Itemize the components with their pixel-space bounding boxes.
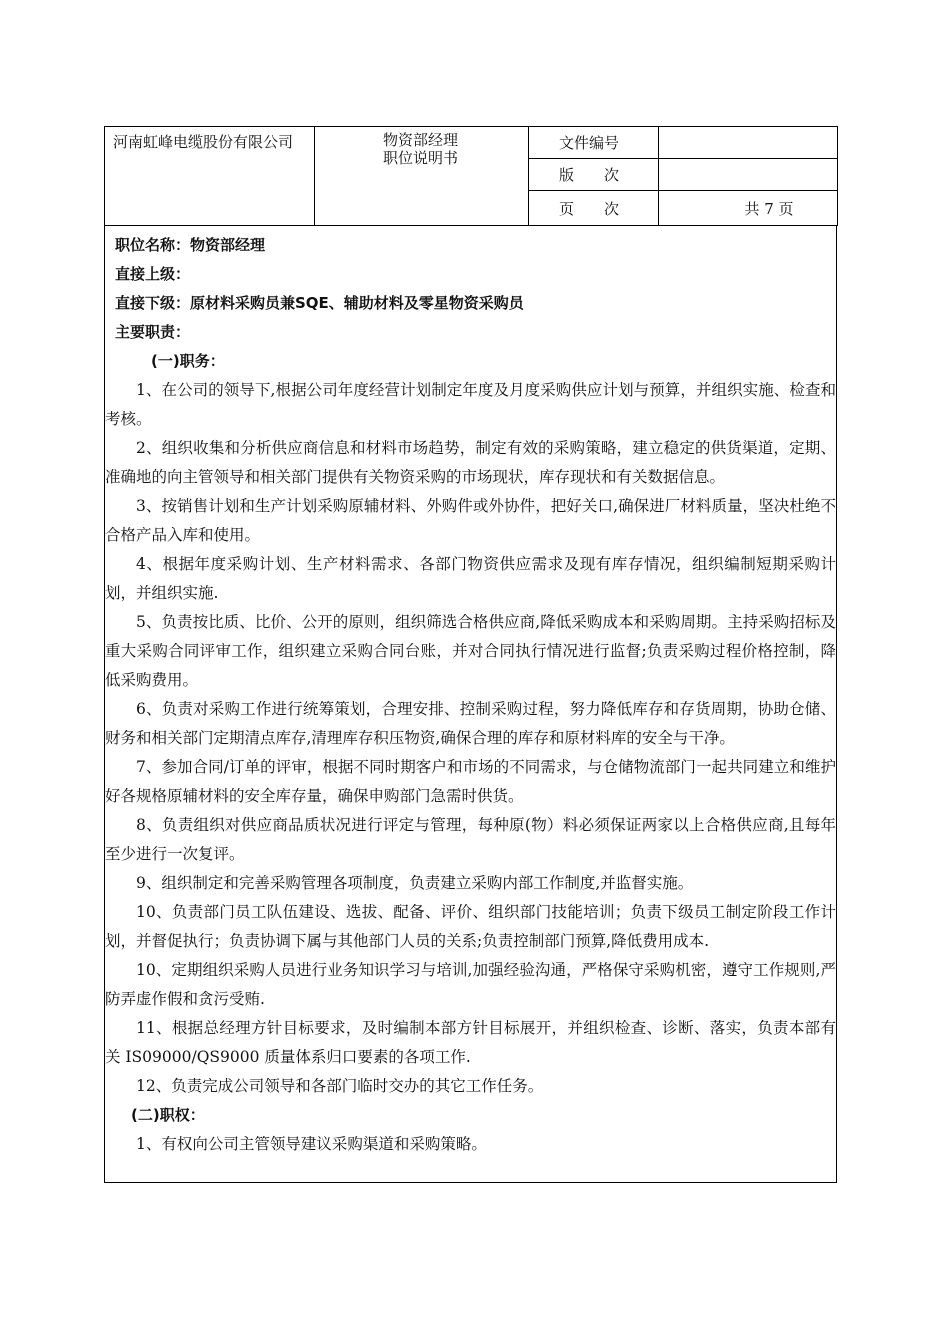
document-title-line2: 职位说明书 xyxy=(383,149,459,167)
duty-item: 8、负责组织对供应商品质状况进行评定与管理，每种原(物）料必须保证两家以上合格供应商,且每年至少进行一次复评。 xyxy=(105,816,836,863)
section-duties-heading: (一)职务： xyxy=(151,352,225,370)
version-value xyxy=(659,159,838,191)
duty-item: 3、按销售计划和生产计划采购原辅材料、外购件或外协件，把好关口,确保进厂材料质量，坚决杜绝不合格产品入库和使用。 xyxy=(105,497,836,544)
duty-item: 9、组织制定和完善采购管理各项制度，负责建立采购内部工作制度,并监督实施。 xyxy=(136,874,694,892)
position-name: 职位名称：物资部经理 xyxy=(115,236,266,254)
main-duties-heading: 主要职责： xyxy=(115,323,191,341)
job-description-body xyxy=(104,226,837,1183)
duty-item: 10、定期组织采购人员进行业务知识学习与培训,加强经验沟通，严格保守采购机密，遵守工作规则,严防弄虚作假和贪污受贿. xyxy=(105,961,836,1008)
duty-item: 5、负责按比质、比价、公开的原则，组织筛选合格供应商,降低采购成本和采购周期。主持采购招标及重大采购合同评审工作，组织建立采购合同台账，并对合同执行情况进行监督;负责采购过程价格控制，降低采购费用。 xyxy=(105,613,836,689)
header-table xyxy=(104,126,838,226)
duty-item: 4、根据年度采购计划、生产材料需求、各部门物资供应需求及现有库存情况，组织编制短期采购计划，并组织实施. xyxy=(105,555,836,602)
duty-item: 6、负责对采购工作进行统筹策划，合理安排、控制采购过程，努力降低库存和存货周期，协助仓储、财务和相关部门定期清点库存,清理库存积压物资,确保合理的库存和原材料库的安全与干净。 xyxy=(105,700,836,747)
direct-subordinate: 直接下级：原材料采购员兼SQE、辅助材料及零星物资采购员 xyxy=(115,294,524,312)
doc-number-label: 文件编号 xyxy=(529,127,659,159)
direct-superior: 直接上级： xyxy=(115,265,191,283)
document-title-line1: 物资部经理 xyxy=(383,131,459,149)
page-label: 页 次 xyxy=(529,191,659,226)
duty-item: 7、参加合同/订单的评审，根据不同时期客户和市场的不同需求，与仓储物流部门一起共同建立和维护好各规格原辅材料的安全库存量，确保申购部门急需时供货。 xyxy=(105,758,836,805)
company-name: 河南虹峰电缆股份有限公司 xyxy=(105,127,315,226)
authority-item: 1、有权向公司主管领导建议采购渠道和采购策略。 xyxy=(136,1135,487,1153)
duty-item: 11、根据总经理方针目标要求，及时编制本部方针目标展开，并组织检查、诊断、落实，负责本部有关 IS09000/QS9000 质量体系归口要素的各项工作. xyxy=(105,1019,836,1066)
doc-number-value xyxy=(659,127,838,159)
document-title xyxy=(315,127,529,226)
section-authority-heading: (二)职权： xyxy=(131,1106,205,1124)
page-count-value: 共 7 页 xyxy=(659,191,838,226)
duty-item: 12、负责完成公司领导和各部门临时交办的其它工作任务。 xyxy=(136,1077,544,1095)
duty-item: 1、在公司的领导下,根据公司年度经营计划制定年度及月度采购供应计划与预算，并组织实施、检查和考核。 xyxy=(105,381,836,428)
duty-item: 2、组织收集和分析供应商信息和材料市场趋势，制定有效的采购策略，建立稳定的供货渠道，定期、准确地的向主管领导和相关部门提供有关物资采购的市场现状，库存现状和有关数据信息。 xyxy=(105,439,836,486)
duty-item: 10、负责部门员工队伍建设、选拔、配备、评价、组织部门技能培训；负责下级员工制定阶段工作计划，并督促执行；负责协调下属与其他部门人员的关系;负责控制部门预算,降低费用成本. xyxy=(105,903,836,950)
document-sheet xyxy=(104,126,836,1183)
version-label: 版 次 xyxy=(529,159,659,191)
